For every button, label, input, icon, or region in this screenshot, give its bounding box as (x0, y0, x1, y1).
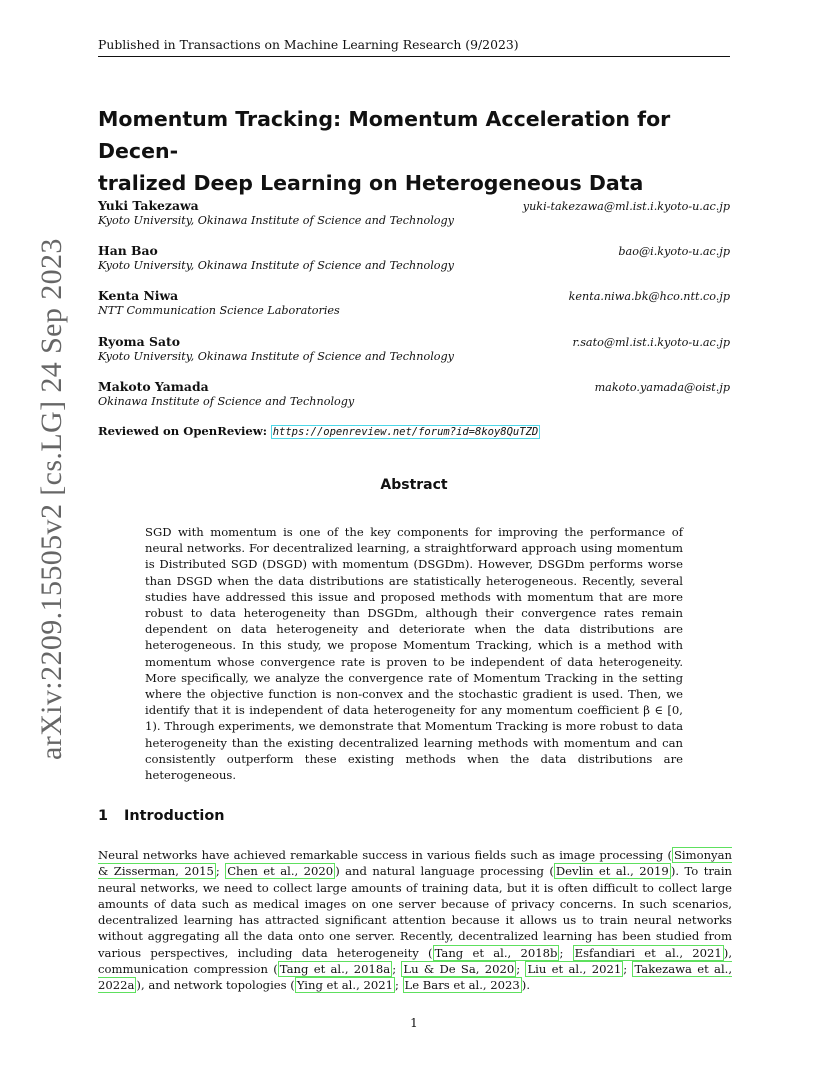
section-title: Introduction (124, 808, 225, 824)
author-affiliation: Kyoto University, Okinawa Institute of Science and Technology (98, 214, 454, 227)
author-affiliation: Kyoto University, Okinawa Institute of Science and Technology (98, 350, 454, 363)
intro-text: ; (516, 962, 526, 977)
author-email[interactable]: bao@i.kyoto-u.ac.jp (618, 245, 730, 258)
author-name: Han Bao (98, 243, 158, 258)
running-header: Published in Transactions on Machine Learning Research (9/2023) (98, 37, 730, 57)
intro-text: Neural networks have achieved remarkable success in various fields such as image processing ( (98, 848, 672, 862)
intro-text: ; (394, 978, 403, 993)
page-number: 1 (410, 1016, 418, 1030)
intro-paragraph (98, 847, 732, 994)
author-name: Yuki Takezawa (98, 198, 199, 213)
author-name: Kenta Niwa (98, 288, 179, 303)
citation-link[interactable]: Le Bars et al., 2023 (404, 978, 520, 993)
review-label: Reviewed on OpenReview: (98, 424, 268, 438)
intro-text: ). To train neural networks, we need to collect large amounts of training data, but it is often difficult to collect large amounts of data such as medical images on one server because of privacy concerns. In such scenarios, decentralized learning has attracted significant attention because it allows us to train neural networks without aggregating all the data onto one server. Recently, decentralized learning has been studied from various perspectives, including data heterogeneity ( (98, 864, 732, 960)
intro-text: ) and natural language processing ( (335, 864, 554, 879)
intro-text: ), communication compression ( (98, 945, 733, 977)
paper-title (98, 103, 738, 199)
citation-link[interactable]: Devlin et al., 2019 (555, 864, 669, 879)
citation-link[interactable]: Simonyan & Zisserman, 2015 (98, 848, 732, 879)
author-affiliation: NTT Communication Science Laboratories (98, 304, 340, 317)
author-email[interactable]: kenta.niwa.bk@hco.ntt.co.jp (568, 290, 730, 303)
intro-text: ). (521, 978, 531, 993)
intro-text: ; (623, 962, 633, 977)
author-email[interactable]: r.sato@ml.ist.i.kyoto-u.ac.jp (572, 336, 730, 349)
title-line-1: Momentum Tracking: Momentum Acceleration for Decen- (98, 107, 671, 163)
citation-link[interactable]: Takezawa et al., 2022a (98, 962, 733, 993)
author-block (98, 379, 730, 408)
citation-link[interactable]: Lu & De Sa, 2020 (403, 962, 515, 977)
citation-link[interactable]: Esfandiari et al., 2021 (574, 945, 722, 960)
author-email[interactable]: makoto.yamada@oist.jp (594, 381, 730, 394)
author-name: Ryoma Sato (98, 334, 180, 349)
author-name: Makoto Yamada (98, 379, 209, 394)
title-line-2: tralized Deep Learning on Heterogeneous Data (98, 171, 644, 195)
citation-link[interactable]: Chen et al., 2020 (227, 864, 334, 879)
author-email[interactable]: yuki-takezawa@ml.ist.i.kyoto-u.ac.jp (522, 200, 730, 213)
section-number: 1 (98, 808, 109, 824)
author-affiliation: Kyoto University, Okinawa Institute of Science and Technology (98, 259, 454, 272)
citation-link[interactable]: Tang et al., 2018a (279, 962, 391, 977)
abstract-heading: Abstract (380, 477, 448, 493)
author-block (98, 288, 730, 317)
openreview-line (98, 424, 540, 438)
openreview-link[interactable]: https://openreview.net/forum?id=8koy8QuTZD (272, 426, 539, 438)
intro-text: ; (559, 945, 573, 960)
citation-link[interactable]: Tang et al., 2018b (434, 945, 558, 960)
author-block (98, 334, 730, 363)
author-block (98, 243, 730, 272)
intro-text: ; (392, 962, 402, 977)
section-heading (98, 808, 225, 824)
arxiv-stamp: arXiv:2209.15505v2 [cs.LG] 24 Sep 2023 (35, 238, 68, 760)
abstract-text: SGD with momentum is one of the key components for improving the performance of neural networks. For decentralized learning, a straightforward approach using momentum is Distributed SGD (DSGD) with momentum (DSGDm). However, DSGDm performs worse than DSGD when the data distributions are statistically heterogeneous. Recently, several studies have addressed this issue and proposed methods with momentum that are more robust to data heterogeneity than DSGDm, although their convergence rates remain dependent on data heterogeneity and deteriorate when the data distributions are heterogeneous. In this study, we propose Momentum Tracking, which is a method with momentum whose convergence rate is proven to be independent of data heterogeneity. More specifically, we analyze the convergence rate of Momentum Tracking in the setting where the objective function is non-convex and the stochastic gradient is used. Then, we identify that it is independent of data heterogeneity for any momentum coefficient β ∈ [0, 1). Through experiments, we demonstrate that Momentum Tracking is more robust to data heterogeneity than the existing decentralized learning methods with momentum and can consistently outperform these existing methods when the data distributions are heterogeneous. (145, 525, 683, 783)
author-block (98, 198, 730, 227)
citation-link[interactable]: Ying et al., 2021 (296, 978, 393, 993)
citation-link[interactable]: Liu et al., 2021 (527, 962, 622, 977)
author-affiliation: Okinawa Institute of Science and Technology (98, 395, 355, 408)
intro-text: ), and network topologies ( (136, 978, 295, 993)
intro-text: ; (215, 864, 226, 879)
